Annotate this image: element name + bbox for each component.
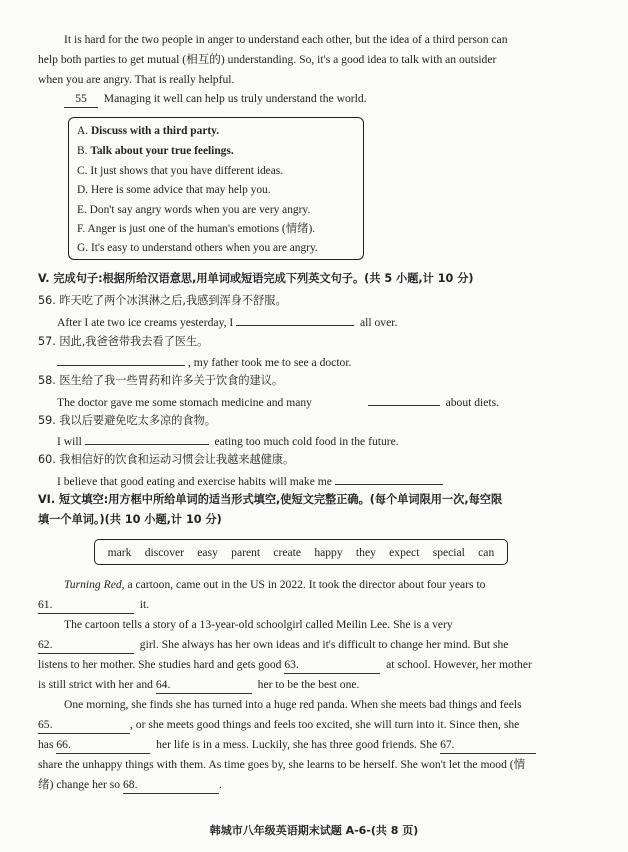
options-box bbox=[68, 117, 364, 260]
passage-line-11: 绪) change her so 68. . bbox=[38, 777, 222, 794]
option-c: C. It just shows that you have different ideas. bbox=[77, 165, 284, 177]
q59-chinese: 59. 我以后要避免吃太多凉的食物。 bbox=[38, 414, 216, 427]
q58-english: The doctor gave me some stomach medicine and many about diets. bbox=[57, 393, 499, 411]
passage-line-6: is still strict with her and 64. her to be the best one. bbox=[38, 677, 359, 694]
passage-line-1: Turning Red, a cartoon, came out in the US in 2022. It took the director about four years to bbox=[64, 578, 486, 591]
passage-line-5: listens to her mother. She studies hard and gets good 63. at school. However, her mother bbox=[38, 657, 532, 674]
q59-english: I will eating too much cold food in the future. bbox=[57, 432, 399, 450]
cartoon-title: Turning Red bbox=[64, 578, 122, 591]
section-6-heading-line-2: 填一个单词。)(共 10 小题,计 10 分) bbox=[38, 513, 222, 526]
option-f: F. Anger is just one of the human's emotions (情绪). bbox=[77, 223, 316, 235]
blank-67[interactable]: 67. bbox=[440, 737, 536, 754]
reading-line-3: when you are angry. That is really helpful. bbox=[38, 73, 235, 86]
blank-63[interactable]: 63. bbox=[284, 657, 380, 674]
section-5-heading: V. 完成句子:根据所给汉语意思,用单词或短语完成下列英文句子。(共 5 小题,计 10 分) bbox=[38, 272, 474, 285]
q57-english: , my father took me to see a doctor. bbox=[57, 353, 351, 371]
word-bank-item: easy bbox=[197, 545, 218, 559]
blank-65[interactable]: 65. bbox=[38, 717, 130, 734]
word-bank-item: create bbox=[273, 545, 302, 559]
option-b: B. Talk about your true feelings. bbox=[77, 145, 234, 157]
q57-answer-blank[interactable] bbox=[57, 353, 185, 366]
option-d: D. Here is some advice that may help you. bbox=[77, 184, 271, 196]
word-bank-item: mark bbox=[107, 545, 132, 559]
q60-chinese: 60. 我相信好的饮食和运动习惯会让我越来越健康。 bbox=[38, 453, 295, 466]
word-bank-item: happy bbox=[314, 545, 343, 559]
blank-62[interactable]: 62. bbox=[38, 637, 134, 654]
reading-line-2: help both parties to get mutual (相互的) understanding. So, it's a good idea to talk with an outsider bbox=[38, 53, 497, 66]
word-bank-item: expect bbox=[389, 545, 420, 559]
passage-line-2: 61. it. bbox=[38, 597, 149, 614]
option-a: A. Discuss with a third party. bbox=[77, 125, 220, 137]
reading-line-1: It is hard for the two people in anger to understand each other, but the idea of a third person can bbox=[64, 33, 508, 46]
passage-line-3: The cartoon tells a story of a 13-year-old schoolgirl called Meilin Lee. She is a very bbox=[64, 618, 453, 631]
q56-english: After I ate two ice creams yesterday, I all over. bbox=[57, 313, 397, 331]
passage-line-4: 62. girl. She always has her own ideas and it's difficult to change her mind. But she bbox=[38, 637, 508, 654]
option-e: E. Don't say angry words when you are very angry. bbox=[77, 204, 311, 216]
section-6-heading-line-1: VI. 短文填空:用方框中所给单词的适当形式填空,使短文完整正确。(每个单词限用一次,每空限 bbox=[38, 493, 503, 506]
word-bank bbox=[94, 539, 508, 565]
answer-blank-55[interactable]: 55 bbox=[64, 91, 98, 108]
page-footer: 韩城市八年级英语期末试题 A-6-(共 8 页) bbox=[209, 824, 419, 837]
q58-answer-blank[interactable] bbox=[368, 393, 440, 406]
passage-line-7: One morning, she finds she has turned into a huge red panda. When she meets bad things and feels bbox=[64, 698, 522, 711]
question-55-text: Managing it well can help us truly understand the world. bbox=[103, 92, 367, 105]
option-g: G. It's easy to understand others when you are angry. bbox=[77, 242, 318, 254]
word-bank-item: discover bbox=[144, 545, 184, 559]
q59-answer-blank[interactable] bbox=[85, 432, 209, 445]
blank-66[interactable]: 66. bbox=[56, 737, 150, 754]
word-bank-item: parent bbox=[231, 545, 261, 559]
passage-line-10: share the unhappy things with them. As time goes by, she learns to be herself. She won't let the mood (情 bbox=[38, 758, 526, 771]
q60-answer-blank[interactable] bbox=[335, 472, 443, 485]
q56-answer-blank[interactable] bbox=[236, 313, 354, 326]
q60-english: I believe that good eating and exercise habits will make me bbox=[57, 472, 443, 490]
word-bank-item: special bbox=[432, 545, 465, 559]
word-bank-item: can bbox=[478, 545, 495, 559]
passage-line-9: has 66. her life is in a mess. Luckily, she has three good friends. She 67. bbox=[38, 737, 536, 754]
word-bank-item: they bbox=[355, 545, 376, 559]
q58-chinese: 58. 医生给了我一些胃药和许多关于饮食的建议。 bbox=[38, 374, 284, 387]
blank-61[interactable]: 61. bbox=[38, 597, 134, 614]
blank-68[interactable]: 68. bbox=[123, 777, 219, 794]
passage-line-8: 65. , or she meets good things and feels too excited, she will turn into it. Since then, she bbox=[38, 717, 519, 734]
q56-chinese: 56. 昨天吃了两个冰淇淋之后,我感到浑身不舒服。 bbox=[38, 294, 287, 307]
blank-64[interactable]: 64. bbox=[156, 677, 252, 694]
q57-chinese: 57. 因此,我爸爸带我去看了医生。 bbox=[38, 335, 209, 348]
question-55 bbox=[64, 91, 367, 108]
